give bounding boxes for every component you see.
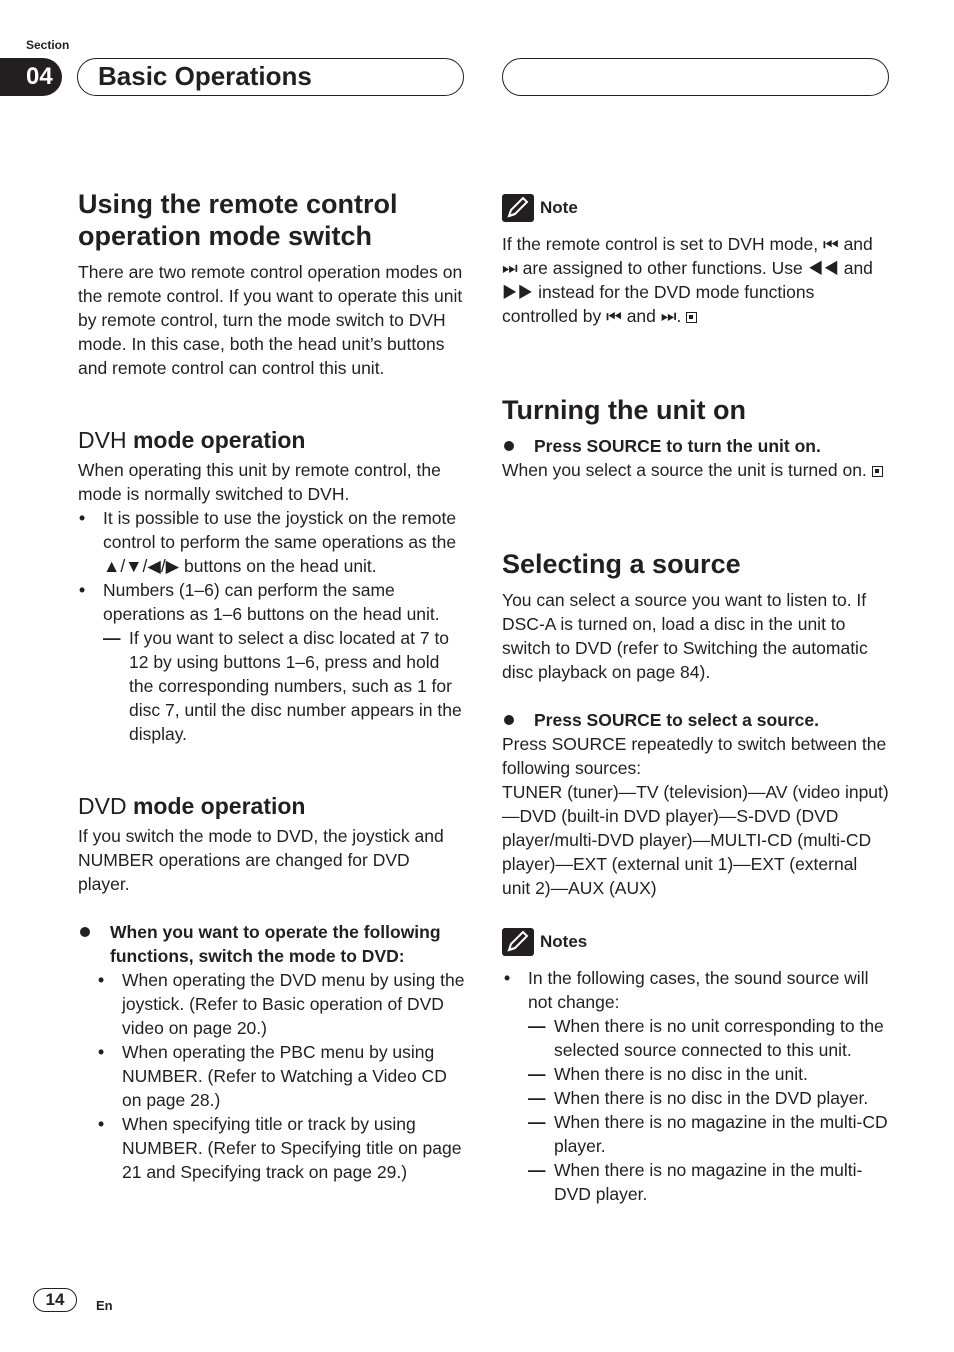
list-item: — When there is no magazine in the multi-DVD player. [554, 1158, 890, 1206]
paragraph-select-source: You can select a source you want to listen to. If DSC-A is turned on, load a disc in the unit to switch to DVD (refer to Switching the automatic disc playback on page 84). [502, 590, 868, 682]
select-source-step: Press SOURCE to select a source. [502, 708, 890, 732]
list-item: — When there is no disc in the unit. [554, 1062, 890, 1086]
heading-selecting-source: Selecting a source [502, 549, 741, 579]
language-code: En [96, 1298, 113, 1313]
heading-turning-unit-on: Turning the unit on [502, 395, 746, 425]
list-item: — When there is no unit corresponding to the selected source connected to this unit. [554, 1014, 890, 1062]
paragraph-dvd-mode: If you switch the mode to DVD, the joystick and NUMBER operations are changed for DVD player. [78, 826, 444, 894]
list-item: • In the following cases, the sound source will not change: — When there is no unit corresponding to the selected source connected to this unit. — When there is no disc in the unit. — When there is no disc in the DVD player. — When there is no magazine in the multi-CD player. — When there is no magazine in the multi-DVD player. [528, 966, 890, 1206]
source-sequence: TUNER (tuner)—TV (television)—AV (video input)—DVD (built-in DVD player)—S-DVD (DVD player/multi-DVD player)—MULTI-CD (multi-CD player)—EXT (external unit 1)—EXT (external unit 2)—AUX (AUX) [502, 782, 889, 898]
list-item: — When there is no magazine in the multi-CD player. [554, 1110, 890, 1158]
list-item: • It is possible to use the joystick on the remote control to perform the same operations as the ▲/▼/◀/▶ buttons on the head unit. [103, 506, 466, 578]
turn-on-text: When you select a source the unit is turned on. [502, 458, 890, 482]
list-item: • When operating the DVD menu by using the joystick. (Refer to Basic operation of DVD video on page 20.) [122, 968, 466, 1040]
list-item: — If you want to select a disc located at 7 to 12 by using buttons 1–6, press and hold the corresponding numbers, such as 1 for disc 7, until the disc number appears in the display. [129, 626, 466, 746]
note-pencil-icon [502, 194, 534, 222]
heading-dvd-mode: DVD mode operation [78, 793, 306, 819]
note-heading: Note [502, 194, 890, 222]
notes-sub-list [554, 1014, 890, 1206]
section-title: Basic Operations [98, 61, 312, 91]
dvd-bullet-list [122, 968, 466, 1184]
notes-bullet-list [528, 966, 890, 1206]
select-source-text: Press SOURCE repeatedly to switch between the following sources: [502, 734, 887, 778]
notes-heading: Notes [502, 928, 890, 956]
dvh-sub-list [129, 626, 466, 746]
page-number: 14 [33, 1288, 77, 1312]
heading-remote-mode-switch: Using the remote control operation mode switch [78, 189, 398, 251]
end-mark-icon [686, 312, 697, 323]
section-label: Section [26, 38, 70, 52]
section-title-frame-empty [502, 58, 889, 96]
right-column [502, 194, 890, 1206]
section-title-frame [77, 58, 464, 96]
note-text: If the remote control is set to DVH mode, ⏮ and ⏭ are assigned to other functions. Use ◀◀ and ▶▶ instead for the DVD mode functions controlled by ⏮ and ⏭. [502, 234, 873, 326]
list-item: • When operating the PBC menu by using NUMBER. (Refer to Watching a Video CD on page 28.) [122, 1040, 466, 1112]
paragraph-remote-mode: There are two remote control operation modes on the remote control. If you want to operate this unit by remote control, turn the mode switch to DVH mode. In this case, both the head unit’s buttons and remote control can control this unit. [78, 262, 463, 378]
heading-dvh-mode: DVH mode operation [78, 427, 306, 453]
dvh-bullet-list [103, 506, 466, 746]
list-item: • When specifying title or track by using NUMBER. (Refer to Specifying title on page 21 and Specifying track on page 29.) [122, 1112, 466, 1184]
dvd-step: When you want to operate the following functions, switch the mode to DVD: [78, 920, 466, 968]
list-item: • Numbers (1–6) can perform the same operations as 1–6 buttons on the head unit. — If you want to select a disc located at 7 to 12 by using buttons 1–6, press and hold the corresponding numbers, such as 1 for disc 7, until the disc number appears in the display. [103, 578, 466, 746]
paragraph-dvh-mode: When operating this unit by remote control, the mode is normally switched to DVH. [78, 460, 441, 504]
left-column [78, 188, 466, 1184]
note-pencil-icon [502, 928, 534, 956]
list-item: — When there is no disc in the DVD player. [554, 1086, 890, 1110]
section-number-tab: 04 [0, 58, 62, 96]
turn-on-step: Press SOURCE to turn the unit on. [502, 434, 890, 458]
end-mark-icon [872, 466, 883, 477]
